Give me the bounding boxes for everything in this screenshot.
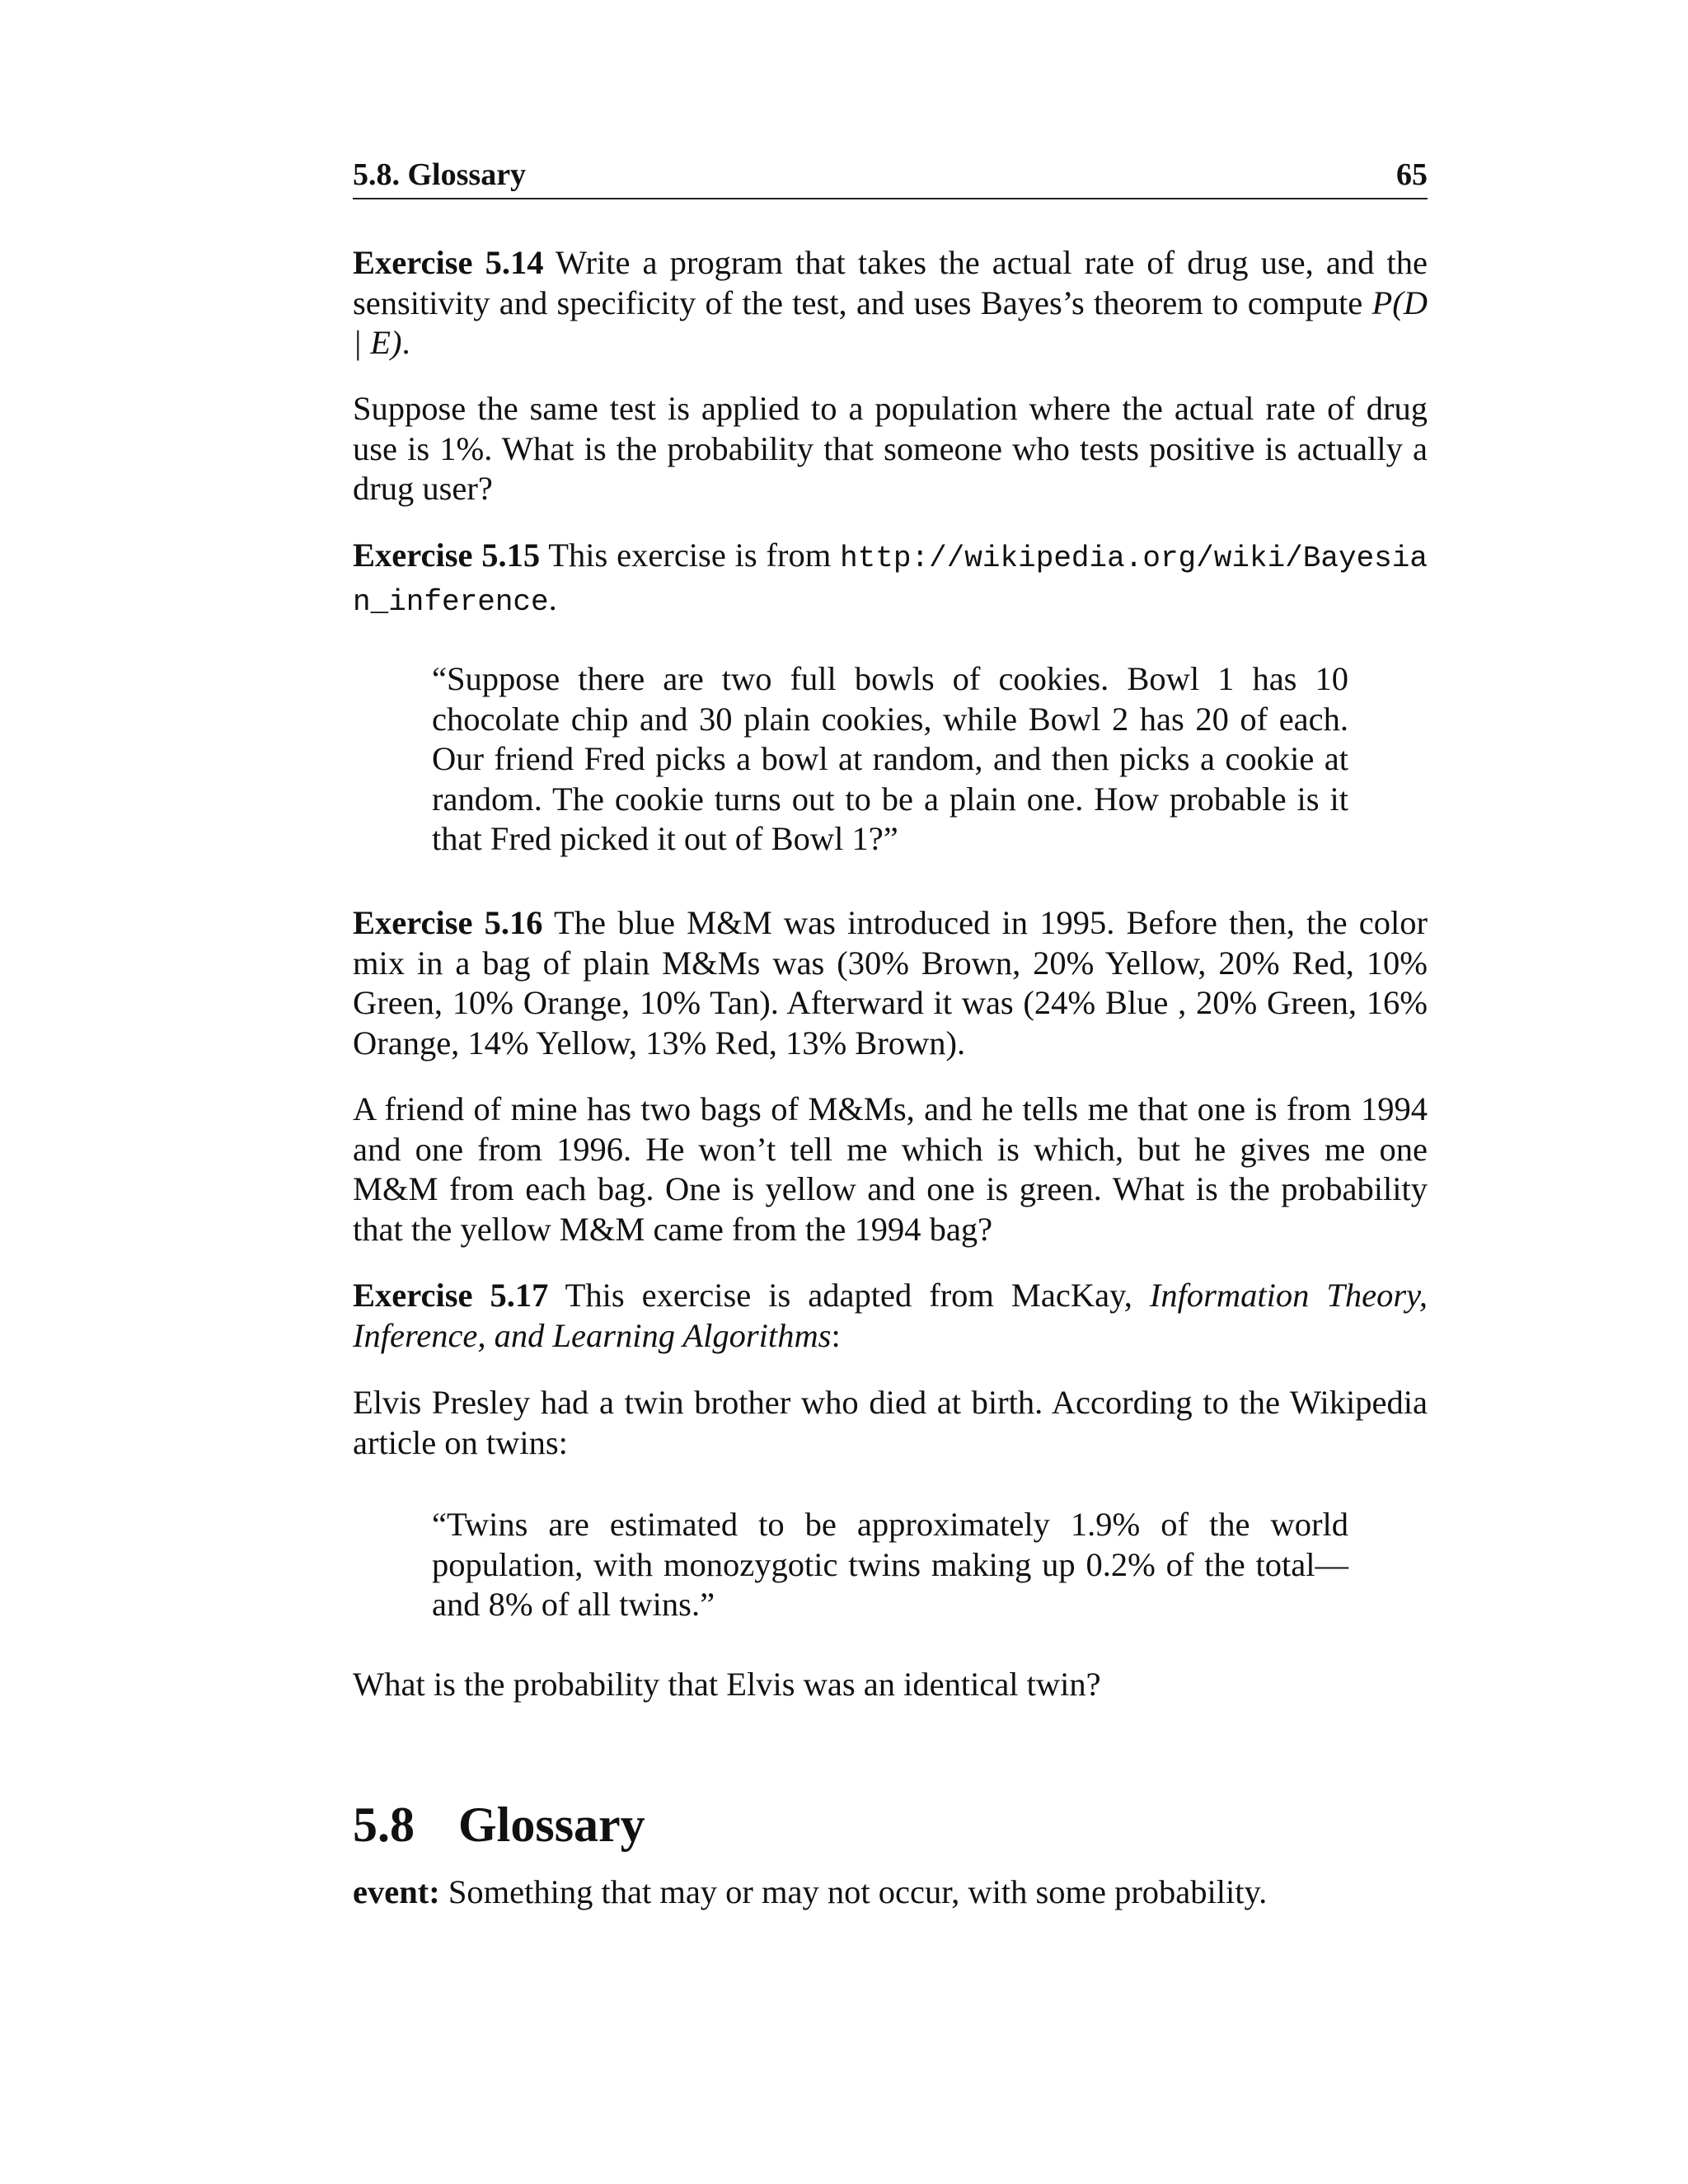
section-number: 5.8: [353, 1797, 415, 1852]
formula: P(D | E): [353, 284, 1428, 361]
punctuation: :: [831, 1316, 841, 1354]
exercise-5-16: [353, 903, 1428, 1063]
source-url: http://wikipedia.org/wiki/Bayesian_inference: [353, 541, 1428, 619]
exercise-label: Exercise 5.17: [353, 1277, 549, 1314]
exercise-label: Exercise 5.15: [353, 537, 541, 574]
punctuation: .: [548, 579, 557, 617]
punctuation: .: [401, 324, 410, 361]
exercise-label: Exercise 5.16: [353, 904, 543, 941]
exercise-5-17: [353, 1276, 1428, 1356]
running-head-section: 5.8. Glossary: [353, 157, 527, 192]
exercise-text: Write a program that takes the actual rate of drug use, and the sensitivity and specificity of the test, and uses Bayes’s theorem to compute: [353, 244, 1428, 321]
exercise-label: Exercise 5.14: [353, 244, 544, 281]
exercise-text: This exercise is from: [548, 537, 832, 574]
exercise-5-15: [353, 536, 1428, 622]
exercise-5-14: [353, 243, 1428, 363]
running-head: [353, 157, 1428, 199]
glossary-definition: Something that may or may not occur, with some probability.: [448, 1873, 1268, 1910]
block-quote-twins: “Twins are estimated to be approximately 1.9% of the world population, with monozygotic twins making up 0.2% of the total—and 8% of all twins.”: [432, 1506, 1348, 1623]
glossary-entry: [353, 1872, 1428, 1913]
exercise-5-16-question: A friend of mine has two bags of M&Ms, and he tells me that one is from 1994 and one from 1996. He won’t tell me which is which, but he gives me one M&M from each bag. One is yellow and one is green. What is the probability that the yellow M&M came from the 1994 bag?: [353, 1090, 1428, 1248]
exercise-5-17-context: Elvis Presley had a twin brother who died at birth. According to the Wikipedia article on twins:: [353, 1384, 1428, 1461]
exercise-5-14-question: Suppose the same test is applied to a population where the actual rate of drug use is 1%. What is the probability that someone who tests positive is actually a drug user?: [353, 390, 1428, 507]
section-heading: [353, 1797, 645, 1854]
glossary-term: event:: [353, 1873, 440, 1910]
exercise-5-17-question: What is the probability that Elvis was an identical twin?: [353, 1666, 1101, 1703]
exercise-text: This exercise is adapted from MacKay,: [565, 1277, 1132, 1314]
section-title: Glossary: [458, 1797, 645, 1852]
page-number: 65: [1396, 157, 1428, 192]
exercise-text: The blue M&M was introduced in 1995. Before then, the color mix in a bag of plain M&Ms was (30% Brown, 20% Yellow, 20% Red, 10% Green, 10% Orange, 10% Tan). Afterward it was (24% Blue , 20% Green, 16% Orange, 14% Yellow, 13% Red, 13% Brown).: [353, 904, 1428, 1062]
book-title: Information Theory, Inference, and Learning Algorithms: [353, 1277, 1428, 1354]
block-quote-cookies: “Suppose there are two full bowls of cookies. Bowl 1 has 10 chocolate chip and 30 plain cookies, while Bowl 2 has 20 of each. Our friend Fred picks a bowl at random, and then picks a cookie at random. The cookie turns out to be a plain one. How probable is it that Fred picked it out of Bowl 1?”: [432, 660, 1348, 857]
